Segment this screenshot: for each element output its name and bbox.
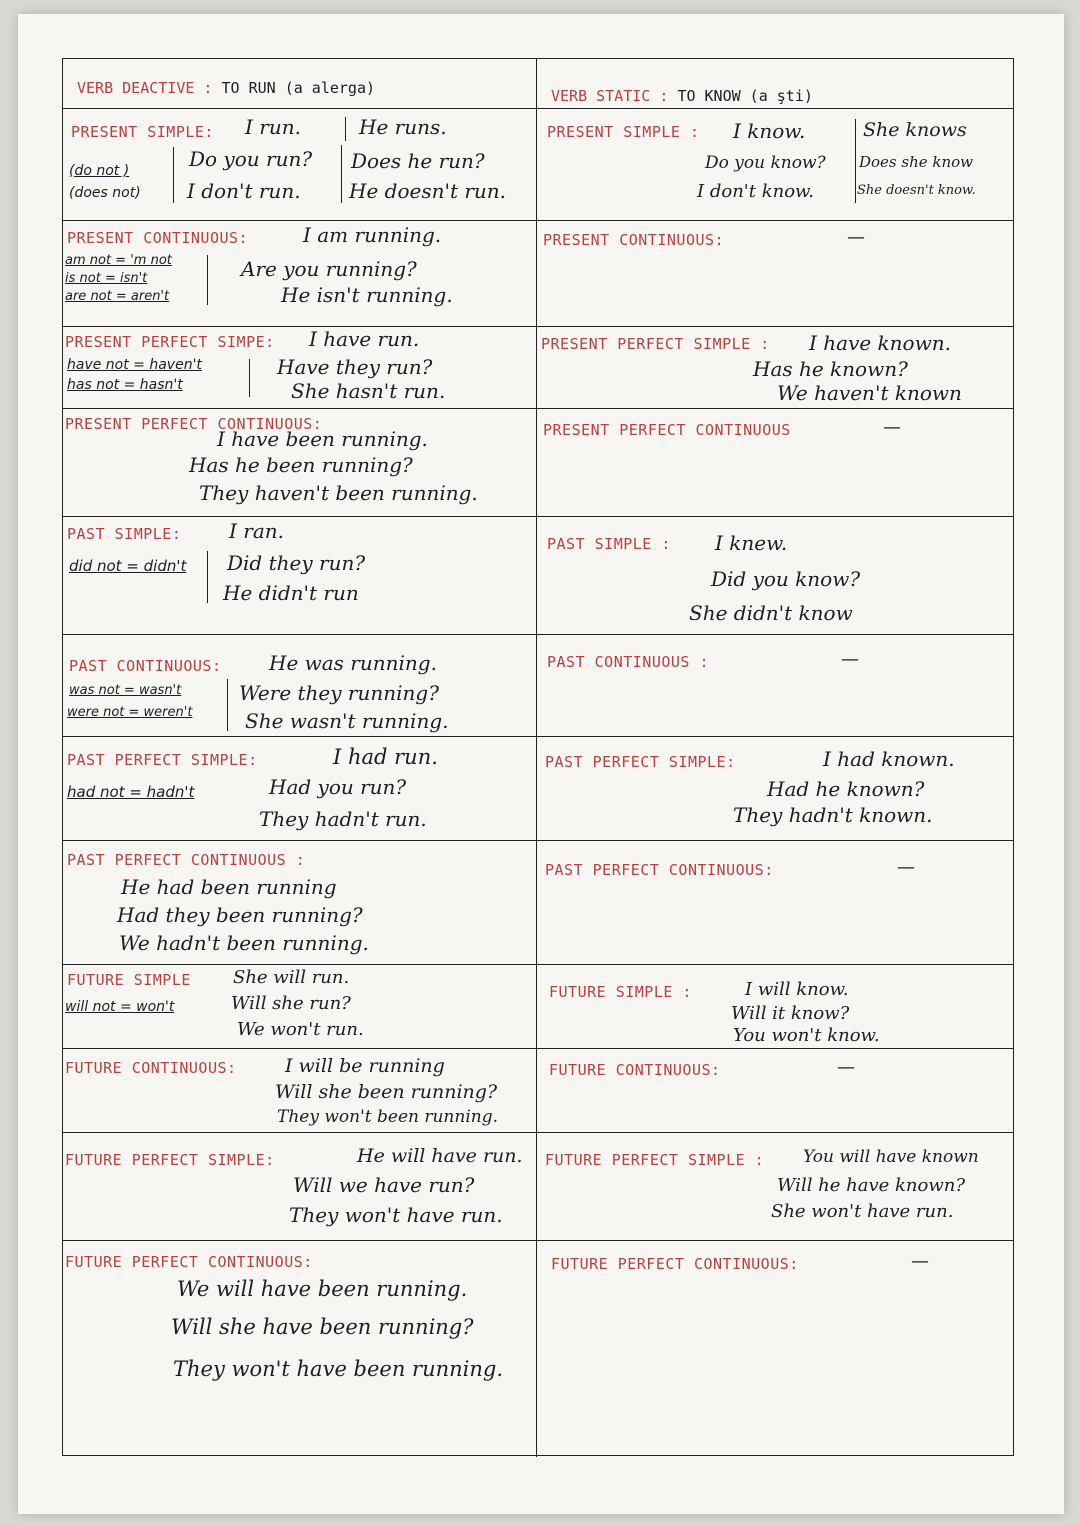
- future-perfect-simple-run-cell: [63, 1133, 537, 1240]
- example-negative: They won't been running.: [277, 1107, 498, 1127]
- example-affirmative: He was running.: [269, 651, 437, 675]
- row-future-simple: [63, 965, 1013, 1049]
- example-negative: He didn't run: [223, 581, 359, 605]
- example-question: Will she have been running?: [171, 1315, 474, 1339]
- example-affirmative: I ran.: [229, 519, 284, 543]
- row-future-perfect-continuous: [63, 1241, 1013, 1457]
- row-present-continuous: [63, 221, 1013, 327]
- future-continuous-know-cell: [537, 1049, 1015, 1132]
- example-question: Will we have run?: [293, 1173, 475, 1197]
- example-question: Will she been running?: [275, 1081, 498, 1103]
- example-question: Will she run?: [231, 993, 351, 1014]
- present-simple-run-cell: [63, 109, 537, 220]
- not-applicable-dash: —: [837, 1057, 855, 1078]
- example-affirmative: I had run.: [333, 745, 438, 769]
- tense-label: FUTURE PERFECT CONTINUOUS:: [65, 1253, 313, 1271]
- tense-label: FUTURE SIMPLE: [67, 971, 191, 989]
- example-question: Were they running?: [239, 681, 439, 705]
- future-simple-know-cell: [537, 965, 1015, 1048]
- example-affirmative: He will have run.: [357, 1145, 523, 1167]
- header-right-cell: [537, 59, 1015, 108]
- not-applicable-dash: —: [897, 857, 915, 878]
- future-continuous-run-cell: [63, 1049, 537, 1132]
- example-negative: They hadn't known.: [733, 803, 933, 827]
- present-continuous-know-cell: [537, 221, 1015, 326]
- header-left-title: [77, 79, 375, 97]
- tense-label: FUTURE CONTINUOUS:: [549, 1061, 721, 1079]
- example-negative: He isn't running.: [281, 283, 453, 307]
- past-perfect-simple-run-cell: [63, 737, 537, 840]
- example-negative: She wasn't running.: [245, 709, 449, 733]
- contraction-note: is not = isn't: [65, 271, 148, 286]
- row-present-perfect-continuous: [63, 409, 1013, 517]
- example-affirmative: She will run.: [233, 967, 350, 988]
- present-perfect-simple-run-cell: [63, 327, 537, 408]
- example-negative: You won't know.: [733, 1025, 880, 1046]
- example-negative: We haven't known: [777, 381, 962, 405]
- header-right-label: VERB STATIC :: [551, 87, 669, 105]
- tense-label: PAST SIMPLE:: [67, 525, 182, 543]
- past-perfect-continuous-know-cell: [537, 841, 1015, 964]
- contraction-note: have not = haven't: [67, 357, 202, 373]
- tense-label: PRESENT PERFECT CONTINUOUS: [543, 421, 791, 439]
- header-right-verb: TO KNOW (a şti): [677, 87, 813, 105]
- tense-label: PRESENT SIMPLE:: [71, 123, 214, 141]
- divider: [227, 679, 228, 731]
- example-question: Have they run?: [277, 355, 433, 379]
- example-question-3rd: Does she know: [859, 153, 974, 171]
- example-question: Had you run?: [269, 775, 407, 799]
- tense-label: PAST PERFECT CONTINUOUS :: [67, 851, 306, 869]
- example-affirmative: We will have been running.: [177, 1277, 468, 1301]
- contraction-note: has not = hasn't: [67, 377, 183, 393]
- example-question: Has he been running?: [189, 453, 413, 477]
- past-continuous-know-cell: [537, 635, 1015, 736]
- example-question: Are you running?: [241, 257, 417, 281]
- tense-label: FUTURE PERFECT SIMPLE:: [65, 1151, 275, 1169]
- future-perfect-continuous-run-cell: [63, 1241, 537, 1457]
- example-affirmative-3rd: He runs.: [359, 115, 447, 139]
- present-perfect-continuous-know-cell: [537, 409, 1015, 516]
- contraction-note: was not = wasn't: [69, 683, 182, 698]
- example-negative: She didn't know: [689, 601, 853, 625]
- past-perfect-continuous-run-cell: [63, 841, 537, 964]
- tense-label: PAST CONTINUOUS :: [547, 653, 710, 671]
- example-question: Did you know?: [711, 567, 861, 591]
- row-past-continuous: [63, 635, 1013, 737]
- header-left-verb: TO RUN (a alerga): [221, 79, 376, 97]
- tense-label: PRESENT PERFECT CONTINUOUS:: [65, 415, 323, 433]
- example-negative: They haven't been running.: [199, 481, 478, 505]
- tense-label: PRESENT SIMPLE :: [547, 123, 700, 141]
- row-past-perfect-simple: [63, 737, 1013, 841]
- notebook-page: [18, 14, 1064, 1514]
- not-applicable-dash: —: [841, 649, 859, 670]
- tense-label: FUTURE PERFECT SIMPLE :: [545, 1151, 765, 1169]
- example-negative: She hasn't run.: [291, 379, 446, 403]
- example-negative: They won't have run.: [289, 1203, 503, 1227]
- contraction-note: will not = won't: [65, 999, 175, 1015]
- past-simple-run-cell: [63, 517, 537, 634]
- row-present-perfect-simple: [63, 327, 1013, 409]
- tense-label: PRESENT PERFECT SIMPLE :: [541, 335, 770, 353]
- example-affirmative-3rd: She knows: [863, 119, 967, 141]
- divider: [207, 551, 208, 603]
- tense-label: PRESENT PERFECT SIMPE:: [65, 333, 275, 351]
- row-past-perfect-continuous: [63, 841, 1013, 965]
- row-past-simple: [63, 517, 1013, 635]
- divider: [249, 359, 250, 397]
- tense-label: PAST CONTINUOUS:: [69, 657, 222, 675]
- example-affirmative: I will be running: [285, 1055, 445, 1077]
- example-question: Did they run?: [227, 551, 366, 575]
- example-affirmative: You will have known: [803, 1147, 979, 1167]
- tense-table: [62, 58, 1014, 1456]
- example-negative: She won't have run.: [771, 1201, 954, 1222]
- divider: [173, 147, 174, 203]
- row-future-perfect-simple: [63, 1133, 1013, 1241]
- example-affirmative: I have run.: [309, 327, 420, 351]
- example-negative: We won't run.: [237, 1019, 364, 1040]
- example-negative-3rd: She doesn't know.: [857, 183, 976, 198]
- contraction-note: had not = hadn't: [67, 783, 195, 801]
- present-continuous-run-cell: [63, 221, 537, 326]
- example-affirmative: I know.: [733, 119, 806, 143]
- example-question: Will it know?: [731, 1003, 850, 1024]
- example-affirmative: I have been running.: [217, 427, 428, 451]
- example-affirmative: I have known.: [809, 331, 951, 355]
- present-perfect-simple-know-cell: [537, 327, 1015, 408]
- divider: [345, 117, 346, 141]
- tense-label: PAST PERFECT CONTINUOUS:: [545, 861, 774, 879]
- example-affirmative: He had been running: [121, 875, 337, 899]
- future-simple-run-cell: [63, 965, 537, 1048]
- example-affirmative: I knew.: [715, 531, 788, 555]
- contraction-note: (does not): [69, 185, 141, 201]
- example-question: Do you know?: [705, 153, 826, 173]
- not-applicable-dash: —: [883, 417, 901, 438]
- tense-label: PRESENT CONTINUOUS:: [543, 231, 725, 249]
- tense-label: PAST PERFECT SIMPLE:: [545, 753, 736, 771]
- example-question: Had he known?: [767, 777, 925, 801]
- example-affirmative: I run.: [245, 115, 301, 139]
- future-perfect-continuous-know-cell: [537, 1241, 1015, 1457]
- header-left-label: VERB DEACTIVE :: [77, 79, 213, 97]
- header-left-cell: [63, 59, 537, 108]
- contraction-note: am not = 'm not: [65, 253, 172, 268]
- example-affirmative: I had known.: [823, 747, 955, 771]
- row-future-continuous: [63, 1049, 1013, 1133]
- past-simple-know-cell: [537, 517, 1015, 634]
- divider: [207, 255, 208, 305]
- contraction-note: (do not ): [69, 163, 130, 179]
- example-affirmative: I am running.: [303, 223, 442, 247]
- tense-label: PAST SIMPLE :: [547, 535, 671, 553]
- contraction-note: are not = aren't: [65, 289, 170, 304]
- divider: [855, 119, 856, 203]
- example-question: Had they been running?: [117, 903, 363, 927]
- table-header-row: [63, 59, 1013, 109]
- contraction-note: did not = didn't: [69, 557, 187, 575]
- header-right-title: [551, 87, 813, 105]
- example-affirmative: I will know.: [745, 979, 849, 1000]
- tense-label: FUTURE SIMPLE :: [549, 983, 692, 1001]
- not-applicable-dash: —: [847, 227, 865, 248]
- not-applicable-dash: —: [911, 1251, 929, 1272]
- example-negative: I don't run.: [187, 179, 301, 203]
- example-negative: I don't know.: [697, 181, 815, 202]
- future-perfect-simple-know-cell: [537, 1133, 1015, 1240]
- example-question-3rd: Does he run?: [351, 149, 485, 173]
- example-negative: We hadn't been running.: [119, 931, 369, 955]
- example-negative-3rd: He doesn't run.: [349, 179, 507, 203]
- row-present-simple: [63, 109, 1013, 221]
- tense-label: PAST PERFECT SIMPLE:: [67, 751, 258, 769]
- past-perfect-simple-know-cell: [537, 737, 1015, 840]
- example-question: Will he have known?: [777, 1175, 965, 1196]
- example-negative: They hadn't run.: [259, 807, 427, 831]
- example-negative: They won't have been running.: [173, 1357, 504, 1381]
- tense-label: PRESENT CONTINUOUS:: [67, 229, 249, 247]
- present-simple-know-cell: [537, 109, 1015, 220]
- example-question: Do you run?: [189, 147, 313, 171]
- present-perfect-continuous-run-cell: [63, 409, 537, 516]
- tense-label: FUTURE PERFECT CONTINUOUS:: [551, 1255, 799, 1273]
- divider: [341, 145, 342, 203]
- tense-label: FUTURE CONTINUOUS:: [65, 1059, 237, 1077]
- past-continuous-run-cell: [63, 635, 537, 736]
- contraction-note: were not = weren't: [67, 705, 193, 720]
- example-question: Has he known?: [753, 357, 908, 381]
